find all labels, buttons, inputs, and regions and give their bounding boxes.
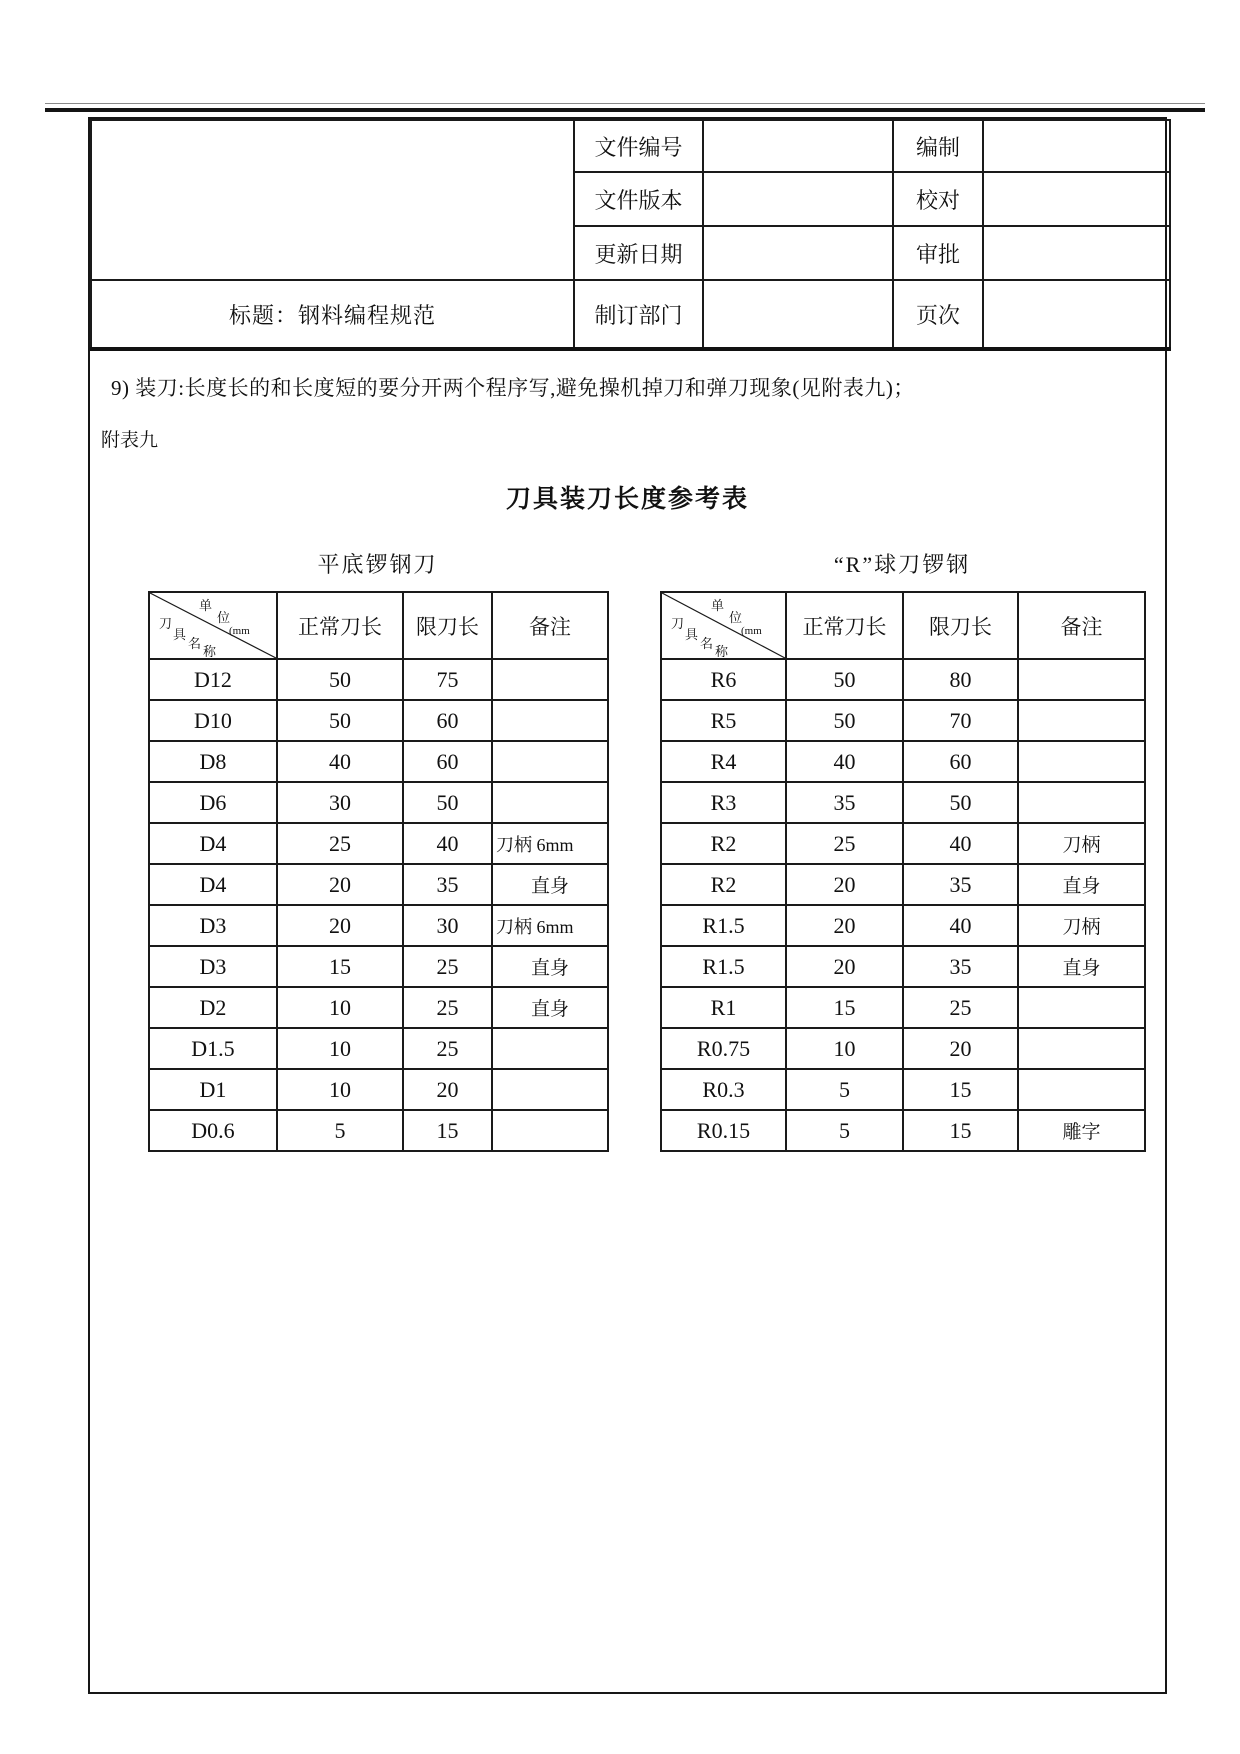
- remark-cell: [492, 741, 608, 782]
- top-rule-thin: [45, 103, 1205, 104]
- tool-name-cell: R4: [661, 741, 786, 782]
- tool-name-cell: R0.3: [661, 1069, 786, 1110]
- table-header-row: [661, 592, 1145, 659]
- document-title: 标题：钢料编程规范: [91, 280, 574, 349]
- table-row: [661, 741, 1145, 782]
- table-row: [149, 741, 608, 782]
- length-value-cell: 5: [786, 1069, 903, 1110]
- length-value-cell: 15: [403, 1110, 492, 1151]
- field-value-update-date: [703, 226, 893, 280]
- tool-name-cell: R1.5: [661, 946, 786, 987]
- tool-name-cell: R5: [661, 700, 786, 741]
- table-row: [149, 823, 608, 864]
- table-row: [661, 700, 1145, 741]
- table-row: [661, 946, 1145, 987]
- tool-name-cell: R2: [661, 864, 786, 905]
- length-value-cell: 20: [277, 864, 403, 905]
- remark-cell: [1018, 741, 1145, 782]
- remark-cell: 刀柄 6mm: [492, 823, 608, 864]
- remark-cell: 刀柄: [1018, 905, 1145, 946]
- length-value-cell: 20: [786, 946, 903, 987]
- field-label-page-number: 页次: [893, 280, 983, 349]
- table-row: [661, 905, 1145, 946]
- corner-unit-char: (mm: [741, 625, 762, 637]
- field-value-doc-number: [703, 120, 893, 172]
- field-label-update-date: 更新日期: [574, 226, 703, 280]
- corner-name-char: 名: [700, 636, 714, 651]
- tool-name-cell: D2: [149, 987, 277, 1028]
- length-value-cell: 75: [403, 659, 492, 700]
- length-value-cell: 50: [277, 659, 403, 700]
- ball-nose-mill-table: [660, 591, 1146, 1152]
- corner-name-char: 具: [173, 627, 187, 642]
- remark-cell: [492, 1110, 608, 1151]
- remark-cell: 直身: [492, 864, 608, 905]
- length-value-cell: 20: [786, 905, 903, 946]
- length-value-cell: 35: [786, 782, 903, 823]
- appendix-label: 附表九: [101, 430, 159, 451]
- corner-name-char: 称: [203, 644, 217, 659]
- field-label-department: 制订部门: [574, 280, 703, 349]
- corner-name-char: 具: [685, 627, 699, 642]
- length-value-cell: 20: [403, 1069, 492, 1110]
- length-value-cell: 50: [786, 700, 903, 741]
- table-row: [661, 1069, 1145, 1110]
- corner-header-cell: [661, 592, 786, 659]
- length-value-cell: 10: [277, 1069, 403, 1110]
- remark-cell: 雕字: [1018, 1110, 1145, 1151]
- remark-cell: [492, 782, 608, 823]
- remark-cell: 刀柄 6mm: [492, 905, 608, 946]
- corner-name-char: 刀: [671, 616, 685, 631]
- corner-name-char: 刀: [159, 616, 173, 631]
- field-value-department: [703, 280, 893, 349]
- length-value-cell: 70: [903, 700, 1018, 741]
- remark-cell: 直身: [1018, 946, 1145, 987]
- tool-name-cell: D0.6: [149, 1110, 277, 1151]
- remark-cell: [492, 1069, 608, 1110]
- length-value-cell: 50: [277, 700, 403, 741]
- top-rule: [45, 108, 1205, 112]
- tool-name-cell: D1: [149, 1069, 277, 1110]
- field-label-approval: 审批: [893, 226, 983, 280]
- remark-cell: 直身: [492, 987, 608, 1028]
- length-value-cell: 25: [786, 823, 903, 864]
- header-table: [90, 119, 1171, 351]
- tool-name-cell: R0.75: [661, 1028, 786, 1069]
- remark-cell: [1018, 987, 1145, 1028]
- left-table-subtitle: 平底锣钢刀: [317, 552, 438, 577]
- table-row: [149, 1110, 608, 1151]
- flat-end-mill-table-body: [149, 659, 608, 1151]
- length-value-cell: 20: [903, 1028, 1018, 1069]
- table-row: [661, 987, 1145, 1028]
- table-row: [661, 1028, 1145, 1069]
- column-header-remark: 备注: [492, 592, 608, 659]
- table-row: [149, 864, 608, 905]
- length-value-cell: 15: [786, 987, 903, 1028]
- field-label-doc-version: 文件版本: [574, 172, 703, 226]
- length-value-cell: 80: [903, 659, 1018, 700]
- header-row: [91, 280, 1170, 349]
- corner-unit-char: 单: [199, 598, 213, 613]
- length-value-cell: 50: [903, 782, 1018, 823]
- tool-name-cell: R6: [661, 659, 786, 700]
- length-value-cell: 50: [786, 659, 903, 700]
- header-row: [91, 120, 1170, 172]
- table-row: [149, 905, 608, 946]
- field-label-doc-number: 文件编号: [574, 120, 703, 172]
- field-value-proofread: [983, 172, 1170, 226]
- tool-name-cell: D4: [149, 823, 277, 864]
- corner-name-char: 称: [715, 644, 729, 659]
- header-logo-area: [91, 120, 574, 280]
- length-value-cell: 60: [903, 741, 1018, 782]
- tool-name-cell: D3: [149, 905, 277, 946]
- length-value-cell: 35: [903, 946, 1018, 987]
- length-value-cell: 60: [403, 700, 492, 741]
- remark-cell: [1018, 782, 1145, 823]
- length-value-cell: 10: [277, 987, 403, 1028]
- length-value-cell: 20: [786, 864, 903, 905]
- corner-unit-char: 单: [711, 598, 725, 613]
- remark-cell: 刀柄: [1018, 823, 1145, 864]
- length-value-cell: 25: [903, 987, 1018, 1028]
- remark-cell: [1018, 659, 1145, 700]
- table-row: [661, 1110, 1145, 1151]
- table-row: [149, 946, 608, 987]
- tool-name-cell: D8: [149, 741, 277, 782]
- remark-cell: [1018, 1069, 1145, 1110]
- table-row: [661, 782, 1145, 823]
- table-row: [661, 864, 1145, 905]
- field-label-proofread: 校对: [893, 172, 983, 226]
- corner-unit-char: (mm: [229, 625, 250, 637]
- length-value-cell: 5: [786, 1110, 903, 1151]
- tool-name-cell: D6: [149, 782, 277, 823]
- remark-cell: [492, 1028, 608, 1069]
- content-border-box: [88, 117, 1167, 1694]
- remark-cell: [492, 700, 608, 741]
- field-value-prepared-by: [983, 120, 1170, 172]
- length-value-cell: 10: [277, 1028, 403, 1069]
- corner-name-char: 名: [188, 636, 202, 651]
- length-value-cell: 50: [403, 782, 492, 823]
- tool-name-cell: R1.5: [661, 905, 786, 946]
- tool-name-cell: R1: [661, 987, 786, 1028]
- column-header-normal-length: 正常刀长: [277, 592, 403, 659]
- remark-cell: 直身: [492, 946, 608, 987]
- table-row: [149, 987, 608, 1028]
- tool-name-cell: R2: [661, 823, 786, 864]
- reference-table-title: 刀具装刀长度参考表: [505, 486, 749, 513]
- length-value-cell: 40: [903, 823, 1018, 864]
- tool-name-cell: D1.5: [149, 1028, 277, 1069]
- table-row: [149, 782, 608, 823]
- flat-end-mill-table: [148, 591, 609, 1152]
- length-value-cell: 40: [277, 741, 403, 782]
- length-value-cell: 25: [403, 987, 492, 1028]
- field-value-approval: [983, 226, 1170, 280]
- tool-name-cell: D12: [149, 659, 277, 700]
- corner-unit-char: 位: [217, 610, 231, 625]
- field-value-page-number: [983, 280, 1170, 349]
- length-value-cell: 15: [903, 1069, 1018, 1110]
- column-header-remark: 备注: [1018, 592, 1145, 659]
- length-value-cell: 5: [277, 1110, 403, 1151]
- tool-name-cell: D4: [149, 864, 277, 905]
- length-value-cell: 35: [403, 864, 492, 905]
- ball-nose-mill-table-body: [661, 659, 1145, 1151]
- column-header-normal-length: 正常刀长: [786, 592, 903, 659]
- length-value-cell: 30: [277, 782, 403, 823]
- length-value-cell: 25: [403, 946, 492, 987]
- length-value-cell: 60: [403, 741, 492, 782]
- length-value-cell: 10: [786, 1028, 903, 1069]
- corner-unit-char: 位: [729, 610, 743, 625]
- table-row: [661, 823, 1145, 864]
- table-row: [149, 659, 608, 700]
- length-value-cell: 40: [903, 905, 1018, 946]
- length-value-cell: 25: [403, 1028, 492, 1069]
- field-label-prepared-by: 编制: [893, 120, 983, 172]
- right-table-subtitle: “R”球刀锣钢: [833, 552, 971, 577]
- corner-header-cell: [149, 592, 277, 659]
- length-value-cell: 25: [277, 823, 403, 864]
- length-value-cell: 40: [786, 741, 903, 782]
- tool-name-cell: D10: [149, 700, 277, 741]
- length-value-cell: 30: [403, 905, 492, 946]
- remark-cell: [492, 659, 608, 700]
- column-header-limit-length: 限刀长: [903, 592, 1018, 659]
- table-header-row: [149, 592, 608, 659]
- body-item-9: 9) 装刀:长度长的和长度短的要分开两个程序写,避免操机掉刀和弹刀现象(见附表九)；: [111, 376, 915, 400]
- table-row: [149, 1069, 608, 1110]
- remark-cell: [1018, 1028, 1145, 1069]
- length-value-cell: 20: [277, 905, 403, 946]
- table-row: [149, 700, 608, 741]
- remark-cell: 直身: [1018, 864, 1145, 905]
- remark-cell: [1018, 700, 1145, 741]
- tool-name-cell: D3: [149, 946, 277, 987]
- length-value-cell: 40: [403, 823, 492, 864]
- column-header-limit-length: 限刀长: [403, 592, 492, 659]
- tool-name-cell: R3: [661, 782, 786, 823]
- length-value-cell: 15: [277, 946, 403, 987]
- field-value-doc-version: [703, 172, 893, 226]
- table-row: [149, 1028, 608, 1069]
- length-value-cell: 35: [903, 864, 1018, 905]
- tool-name-cell: R0.15: [661, 1110, 786, 1151]
- length-value-cell: 15: [903, 1110, 1018, 1151]
- table-row: [661, 659, 1145, 700]
